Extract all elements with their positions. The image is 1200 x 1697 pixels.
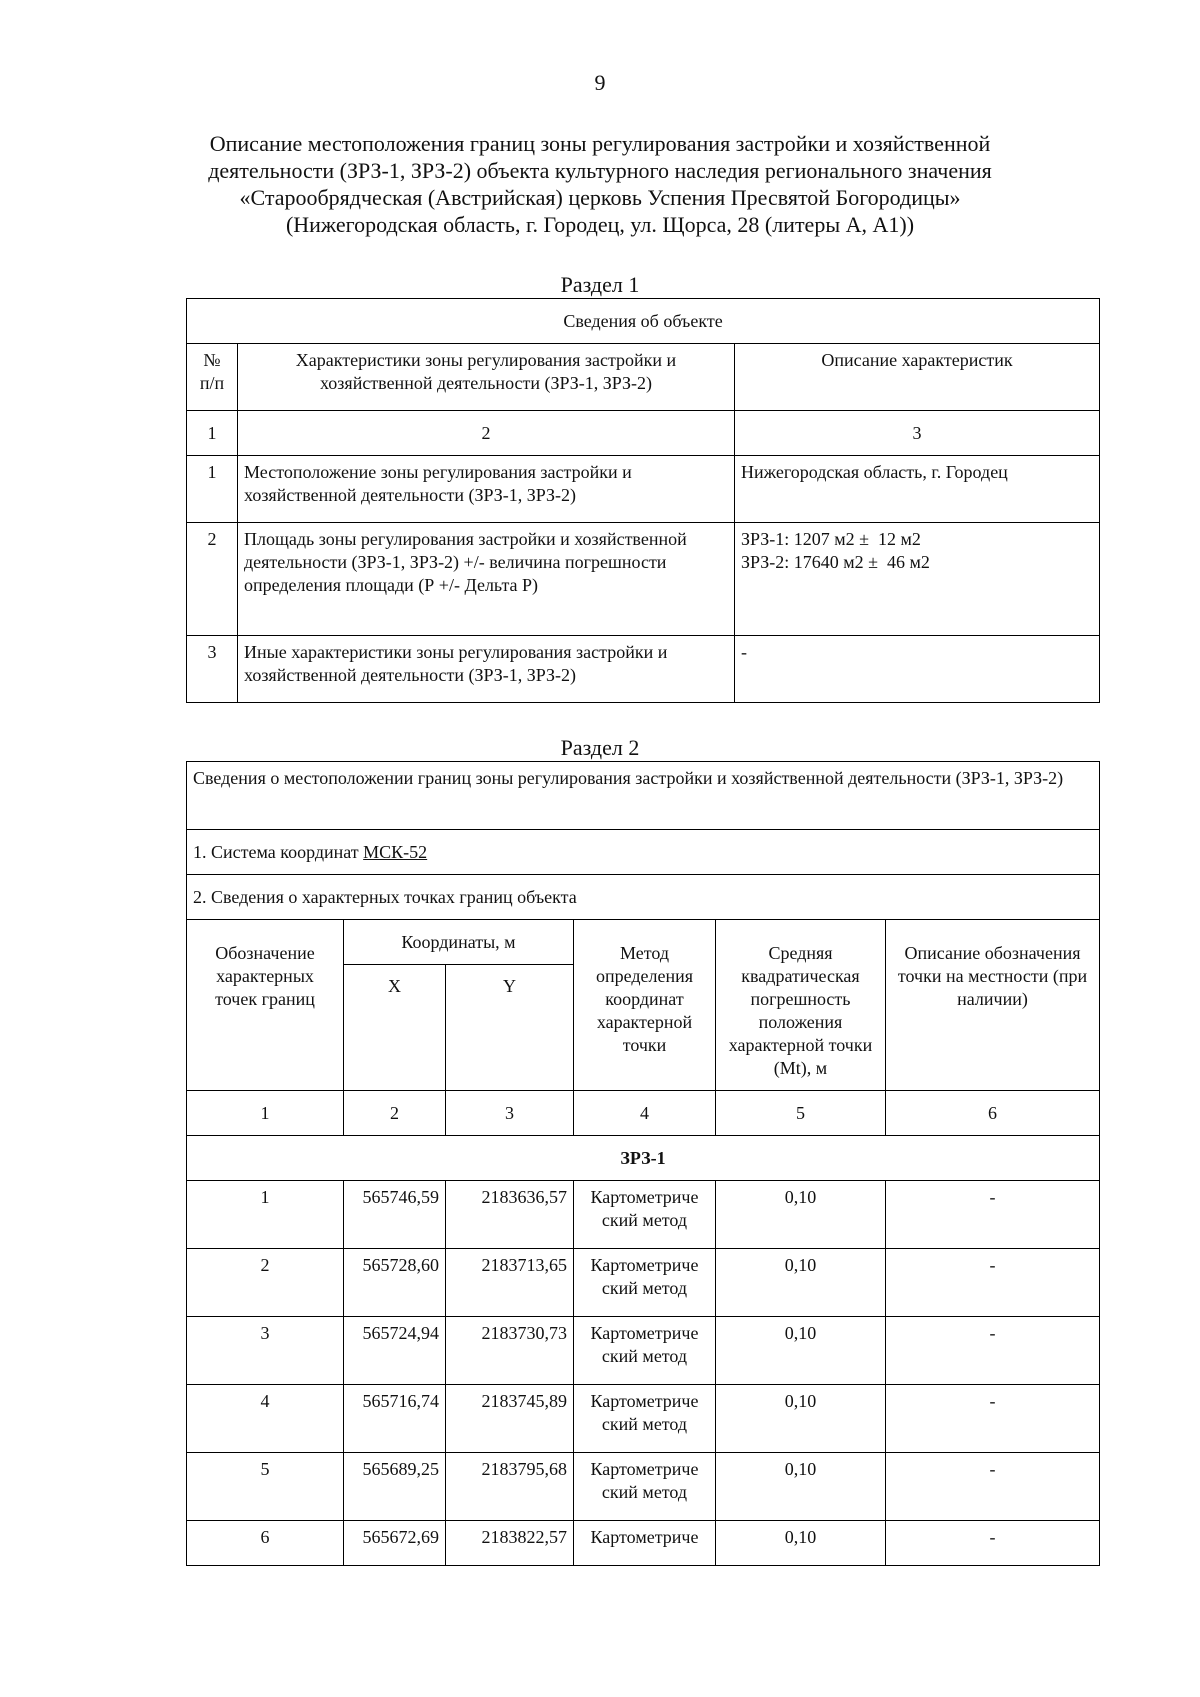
method-line: Картометриче [590, 1391, 699, 1411]
table-row [187, 1181, 1100, 1249]
point-description: - [886, 1453, 1100, 1521]
header-description: Описание характеристик [735, 344, 1100, 411]
method-line: ский метод [601, 1278, 688, 1298]
zone-label: ЗРЗ-1 [187, 1136, 1100, 1181]
point-id: 1 [187, 1181, 344, 1249]
method-line: ский метод [601, 1414, 688, 1434]
point-mt: 0,10 [716, 1317, 886, 1385]
table-row [187, 1521, 1100, 1566]
point-y: 2183713,65 [446, 1249, 574, 1317]
table-row [187, 1249, 1100, 1317]
header-y: Y [446, 965, 574, 1091]
column-number: 2 [238, 411, 735, 456]
point-y: 2183636,57 [446, 1181, 574, 1249]
table-title: Сведения об объекте [187, 299, 1100, 344]
header-point-description: Описание обозначения точки на местности (при наличии) [886, 920, 1100, 1091]
coordinate-system [187, 830, 1100, 875]
row-value [735, 636, 1100, 703]
point-method [574, 1521, 716, 1566]
header-coordinates: Координаты, м [344, 920, 574, 965]
boundary-points-table [186, 761, 1100, 1566]
point-method [574, 1249, 716, 1317]
column-number: 4 [574, 1091, 716, 1136]
header-designation: Обозначение характерных точек границ [187, 920, 344, 1091]
column-number: 1 [187, 1091, 344, 1136]
row-characteristic: Площадь зоны регулирования застройки и хозяйственной деятельности (ЗРЗ-1, ЗРЗ-2) +/- величина погрешности определения площади (Р +/- Дельта Р) [238, 523, 735, 636]
point-y: 2183822,57 [446, 1521, 574, 1566]
coordinate-system-label: 1. Система координат [193, 841, 364, 862]
column-number: 5 [716, 1091, 886, 1136]
point-y: 2183795,68 [446, 1453, 574, 1521]
table-row [187, 523, 1100, 636]
point-mt: 0,10 [716, 1453, 886, 1521]
point-description: - [886, 1385, 1100, 1453]
object-info-table [186, 298, 1100, 703]
title-line: «Старообрядческая (Австрийская) церковь Успения Пресвятой Богородицы» [239, 185, 961, 210]
table-title: Сведения о местоположении границ зоны регулирования застройки и хозяйственной деятельности (ЗРЗ-1, ЗРЗ-2) [187, 762, 1100, 830]
table-row [187, 636, 1100, 703]
column-number: 3 [446, 1091, 574, 1136]
header-num-line: п/п [199, 373, 225, 393]
value-line: ЗРЗ-1: 1207 м2 ± 12 м2 [741, 529, 921, 549]
point-description: - [886, 1249, 1100, 1317]
table-row [187, 1317, 1100, 1385]
method-line: Картометриче [590, 1323, 699, 1343]
header-num [187, 344, 238, 411]
method-line: Картометриче [590, 1187, 699, 1207]
title-line: Описание местоположения границ зоны регулирования застройки и хозяйственной [209, 131, 991, 156]
point-description: - [886, 1181, 1100, 1249]
row-number: 1 [187, 456, 238, 523]
column-number: 2 [344, 1091, 446, 1136]
method-line: ский метод [601, 1346, 688, 1366]
row-characteristic: Местоположение зоны регулирования застройки и хозяйственной деятельности (ЗРЗ-1, ЗРЗ-2) [238, 456, 735, 523]
value-line: - [741, 642, 747, 662]
point-id: 5 [187, 1453, 344, 1521]
value-line: ЗРЗ-2: 17640 м2 ± 46 м2 [741, 552, 930, 572]
point-id: 6 [187, 1521, 344, 1566]
header-x: X [344, 965, 446, 1091]
point-mt: 0,10 [716, 1181, 886, 1249]
section2-heading: Раздел 2 [560, 735, 640, 760]
point-y: 2183745,89 [446, 1385, 574, 1453]
column-number: 1 [187, 411, 238, 456]
method-line: Картометриче [590, 1255, 699, 1275]
point-method [574, 1181, 716, 1249]
section1-heading: Раздел 1 [560, 272, 640, 297]
point-y: 2183730,73 [446, 1317, 574, 1385]
row-number: 3 [187, 636, 238, 703]
points-section-title: 2. Сведения о характерных точках границ объекта [187, 875, 1100, 920]
row-characteristic: Иные характеристики зоны регулирования застройки и хозяйственной деятельности (ЗРЗ-1, ЗРЗ-2) [238, 636, 735, 703]
point-description: - [886, 1317, 1100, 1385]
column-number: 6 [886, 1091, 1100, 1136]
point-x: 565724,94 [344, 1317, 446, 1385]
point-id: 3 [187, 1317, 344, 1385]
table-row [187, 1453, 1100, 1521]
table-row [187, 1385, 1100, 1453]
row-value [735, 523, 1100, 636]
point-id: 2 [187, 1249, 344, 1317]
column-number: 3 [735, 411, 1100, 456]
point-id: 4 [187, 1385, 344, 1453]
point-method [574, 1385, 716, 1453]
point-x: 565716,74 [344, 1385, 446, 1453]
method-line: ский метод [601, 1482, 688, 1502]
method-line: Картометриче [590, 1459, 699, 1479]
point-mt: 0,10 [716, 1385, 886, 1453]
point-x: 565728,60 [344, 1249, 446, 1317]
row-value [735, 456, 1100, 523]
point-mt: 0,10 [716, 1521, 886, 1566]
point-method [574, 1453, 716, 1521]
point-x: 565672,69 [344, 1521, 446, 1566]
header-rmse: Средняя квадратическая погрешность положения характерной точки (Mt), м [716, 920, 886, 1091]
coordinate-system-value: МСК-52 [363, 841, 428, 862]
header-num-line: № [203, 350, 221, 370]
table-row [187, 456, 1100, 523]
point-description: - [886, 1521, 1100, 1566]
title-line: деятельности (ЗРЗ-1, ЗРЗ-2) объекта культурного наследия регионального значения [208, 158, 992, 183]
point-method [574, 1317, 716, 1385]
method-line: Картометриче [590, 1527, 699, 1547]
value-line: Нижегородская область, г. Городец [741, 462, 1008, 482]
document-title [160, 130, 1040, 238]
point-x: 565746,59 [344, 1181, 446, 1249]
title-line: (Нижегородская область, г. Городец, ул. Щорса, 28 (литеры А, А1)) [285, 212, 915, 237]
point-x: 565689,25 [344, 1453, 446, 1521]
point-mt: 0,10 [716, 1249, 886, 1317]
page-number: 9 [594, 70, 606, 95]
header-method: Метод определения координат характерной точки [574, 920, 716, 1091]
method-line: ский метод [601, 1210, 688, 1230]
row-number: 2 [187, 523, 238, 636]
header-characteristic: Характеристики зоны регулирования застройки и хозяйственной деятельности (ЗРЗ-1, ЗРЗ-2) [238, 344, 735, 411]
